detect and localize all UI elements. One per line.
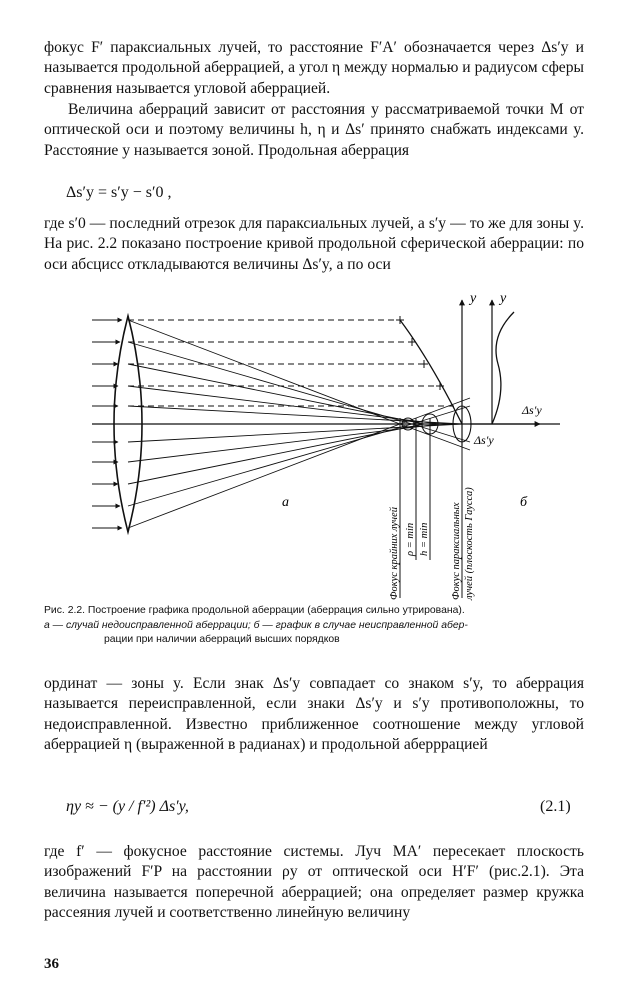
aberration-curve-b	[492, 312, 514, 424]
figure-2-2	[0, 282, 623, 622]
paragraph-4: ординат — зоны y. Если знак Δs′y совпадает со знаком s′y, то аберрация называется переисправленной, если знаки Δs′y и s′y противоположны, то недоисправленной. Известно приближенное соотношение между угловой аберрацией η (выраженной в радианах) и продольной аберррацией	[44, 675, 584, 754]
label-paraxial-focus-2: лучей (плоскость Гаусса)	[464, 487, 475, 600]
caption-line-2: а — случай недоисправленной аберрации; б — график в случае неисправленной абер-	[44, 619, 468, 631]
label-h-min: h = min	[419, 522, 430, 556]
paragraph-2: Величина аберраций зависит от расстояния y рассматриваемой точки M от оптической оси и поэтому величины h, η и Δs′ принято снабжать индексами y. Расстояние y называется зоной. Продольная аберрация	[44, 101, 584, 159]
caption-line-3: рации при наличии аберраций высших порядков	[104, 634, 340, 645]
paragraph-5: где f′ — фокусное расстояние системы. Луч MA′ пересекает плоскость изображений F′P на расстоянии ρy от оптической оси H′F′ (рис.2.1). Эта величина называется поперечной аберрацией; она определяет размер кружка рассеяния лучей и соответственно линейную величину	[44, 843, 584, 922]
aberration-curve	[400, 320, 462, 424]
equation-number: (2.1)	[540, 798, 571, 815]
label-a: а	[282, 495, 289, 510]
label-rho-min: ρ = min	[405, 522, 416, 556]
curve-ticks	[396, 316, 444, 390]
paragraph-1: фокус F′ параксиальных лучей, то расстояние F′A′ обозначается через Δs′y и называется продольной аберрацией, а угол η между нормалью и радиусом сферы сравнения называется угловой аберрацией.	[44, 39, 584, 97]
label-y1: y	[470, 291, 477, 306]
label-delta-s-axis: Δs′y	[522, 403, 542, 417]
figure-caption	[44, 604, 584, 648]
caption-line-1: Рис. 2.2. Построение графика продольной аберрации (аберрация сильно утрирована).	[44, 605, 465, 616]
paragraph-3: где s′0 — последний отрезок для параксиальных лучей, а s′y — то же для зоны y. На рис. 2.2 показано построение кривой продольной сферической аберрации: по оси абсцисс откладываются величины Δs′y, а по оси	[44, 215, 584, 273]
label-b: б	[520, 495, 528, 510]
label-marginal-focus: Фокус крайних лучей	[389, 507, 400, 600]
page-number: 36	[44, 956, 59, 972]
label-paraxial-focus-1: Фокус параксиальных	[451, 502, 462, 600]
label-y2: y	[500, 291, 507, 306]
zone-dashed-lines	[128, 320, 456, 406]
equation-longitudinal-aberration: Δs′y = s′y − s′0 ,	[66, 184, 172, 201]
equation-angular-aberration: ηy ≈ − (y / f′²) Δs′y,	[66, 798, 189, 815]
label-delta-s: Δs′y	[474, 433, 494, 447]
